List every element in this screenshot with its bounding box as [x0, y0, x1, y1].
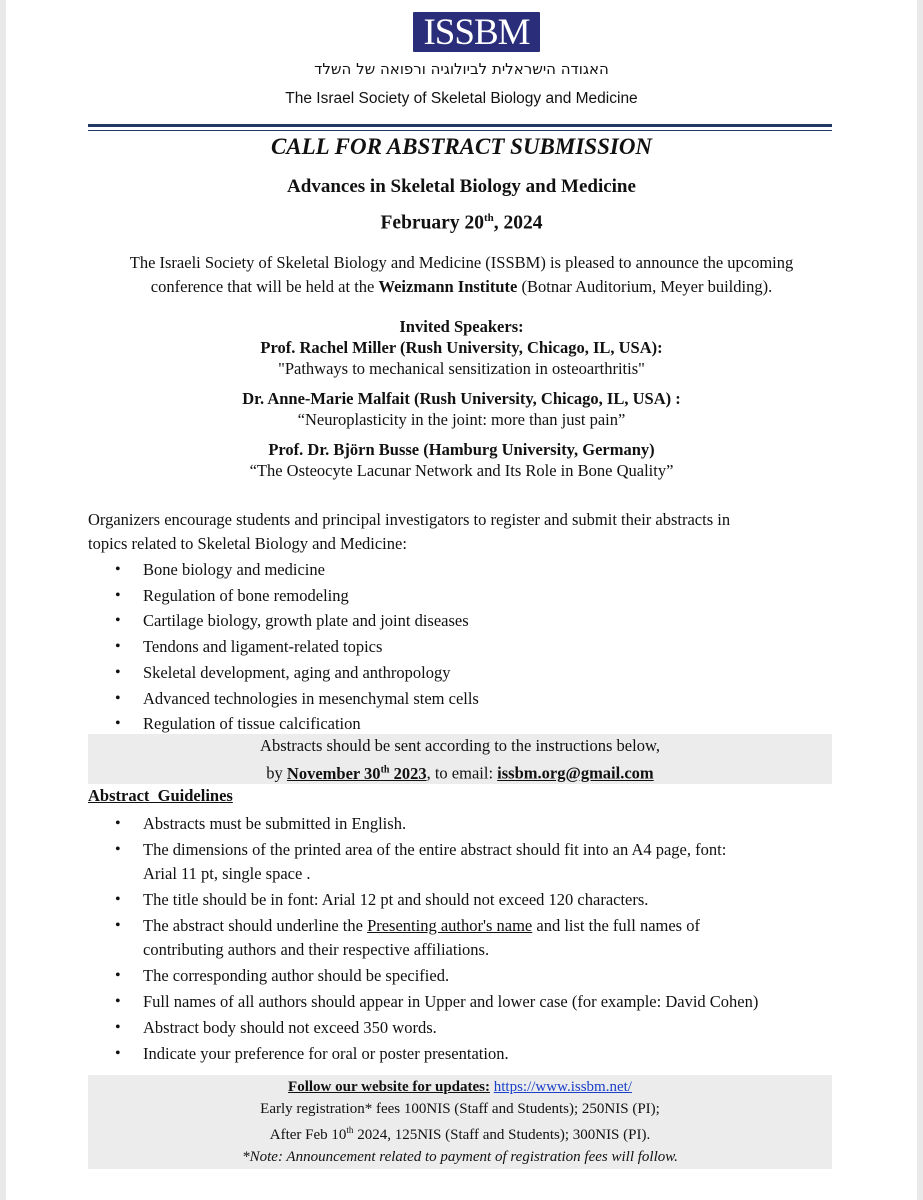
guidelines-heading: Abstract Guidelines [88, 786, 233, 805]
conference-title: Advances in Skeletal Biology and Medicine [287, 176, 636, 197]
header-rule-thin [88, 130, 832, 131]
organizers-line-1: Organizers encourage students and principal investigators to register and submit their abstracts in [88, 510, 731, 529]
presenting-author-emphasis: Presenting author's name [367, 916, 533, 935]
society-name: The Israel Society of Skeletal Biology and Medicine [285, 90, 638, 107]
late-registration-fees [88, 1120, 832, 1147]
topic-item: • Advanced technologies in mesenchymal stem cells [88, 686, 479, 712]
topic-item: • Tendons and ligament-related topics [88, 634, 479, 660]
venue-detail: (Botnar Auditorium, Meyer building). [517, 276, 773, 296]
intro-line-1: The Israeli Society of Skeletal Biology and Medicine (ISSBM) is pleased to announce the upcoming [129, 253, 794, 272]
guideline-item [88, 990, 848, 1014]
organizers-line-2: topics related to Skeletal Biology and Medicine: [88, 534, 407, 553]
guideline-text: Full names of all authors should appear in Upper and lower case (for example: David Cohen) [143, 992, 759, 1011]
email-label: , to email: [426, 763, 498, 783]
speakers-heading: Invited Speakers: [399, 317, 524, 336]
venue-name: Weizmann Institute [378, 276, 518, 296]
guideline-text: The abstract should underline the [143, 916, 368, 935]
guideline-text: Abstracts must be submitted in English. [143, 814, 407, 833]
submission-email-link[interactable]: issbm.org@gmail.com [497, 763, 654, 783]
late-date: After Feb 10 [269, 1127, 347, 1143]
late-date-suffix: th [346, 1125, 354, 1135]
guideline-item [88, 1016, 848, 1040]
guideline-text-cont: Arial 11 pt, single space . [143, 864, 311, 883]
guideline-item [88, 1042, 848, 1066]
submission-deadline-line [88, 758, 832, 786]
payment-note: *Note: Announcement related to payment of registration fees will follow. [242, 1148, 678, 1165]
speaker-talk-title: "Pathways to mechanical sensitization in osteoarthritis" [278, 359, 645, 378]
header-rule-thick [88, 124, 832, 127]
intro-line-2 [0, 275, 923, 299]
guideline-text: and list the full names of [532, 916, 700, 935]
guideline-text: The corresponding author should be specified. [143, 966, 450, 985]
speaker-entry [0, 337, 923, 379]
call-for-abstracts-title: CALL FOR ABSTRACT SUBMISSION [270, 134, 653, 159]
late-fees-text: 2024, 125NIS (Staff and Students); 300NIS (PI). [353, 1127, 651, 1143]
deadline-suffix: th [380, 764, 390, 775]
guideline-text: Indicate your preference for oral or poster presentation. [143, 1044, 509, 1063]
guideline-item [88, 914, 848, 962]
date-day: February 20 [380, 212, 484, 234]
speaker-talk-title: “Neuroplasticity in the joint: more than just pain” [297, 410, 626, 429]
topic-item: • Skeletal development, aging and anthropology [88, 660, 479, 686]
conference-date [0, 212, 923, 235]
hebrew-society-name: האגודה הישראלית לביולוגיה ורפואה של השלד [314, 60, 609, 78]
guideline-item [88, 812, 848, 836]
organizers-paragraph [88, 508, 828, 556]
speaker-name: Dr. Anne-Marie Malfait (Rush University, Chicago, IL, USA) : [242, 389, 681, 408]
topics-list [88, 557, 479, 737]
guideline-text: Abstract body should not exceed 350 words. [143, 1018, 437, 1037]
speaker-name: Prof. Rachel Miller (Rush University, Chicago, IL, USA): [260, 338, 663, 357]
guideline-item [88, 964, 848, 988]
guideline-text: The title should be in font: Arial 12 pt and should not exceed 120 characters. [143, 890, 649, 909]
intro-paragraph [0, 251, 923, 298]
guideline-item [88, 838, 848, 886]
invited-speakers [0, 316, 923, 481]
date-suffix: th [483, 212, 494, 224]
speaker-name: Prof. Dr. Björn Busse (Hamburg University, Germany) [268, 440, 655, 459]
submission-box [88, 734, 832, 784]
follow-label: Follow our website for updates: [288, 1079, 490, 1095]
topic-item: • Regulation of tissue calcification [88, 711, 479, 737]
submission-deadline [287, 764, 427, 783]
deadline-year: 2023 [389, 763, 427, 783]
by-text: by [266, 763, 287, 783]
registration-box [88, 1075, 832, 1169]
topic-item: • Bone biology and medicine [88, 557, 479, 583]
submission-instructions: Abstracts should be sent according to the instructions below, [260, 736, 660, 755]
website-link[interactable]: https://www.issbm.net/ [493, 1079, 632, 1095]
topic-item: • Cartilage biology, growth plate and joint diseases [88, 608, 479, 634]
logo-container [0, 12, 923, 52]
guideline-text: The dimensions of the printed area of the entire abstract should fit into an A4 page, font: [143, 840, 727, 859]
guideline-item [88, 888, 848, 912]
date-year: , 2024 [493, 212, 543, 234]
speaker-entry [0, 439, 923, 481]
guideline-text-cont: contributing authors and their respective affiliations. [143, 940, 490, 959]
website-line [88, 1077, 832, 1099]
early-registration-fees: Early registration* fees 100NIS (Staff and Students); 250NIS (PI); [260, 1100, 660, 1117]
speaker-talk-title: “The Osteocyte Lacunar Network and Its Role in Bone Quality” [249, 461, 674, 480]
issbm-logo: ISSBM [413, 12, 539, 52]
topic-item: • Regulation of bone remodeling [88, 583, 479, 609]
deadline-date: November 30 [286, 763, 381, 783]
speaker-entry [0, 388, 923, 430]
guidelines-list [88, 812, 848, 1068]
intro-text: conference that will be held at the [150, 276, 379, 296]
